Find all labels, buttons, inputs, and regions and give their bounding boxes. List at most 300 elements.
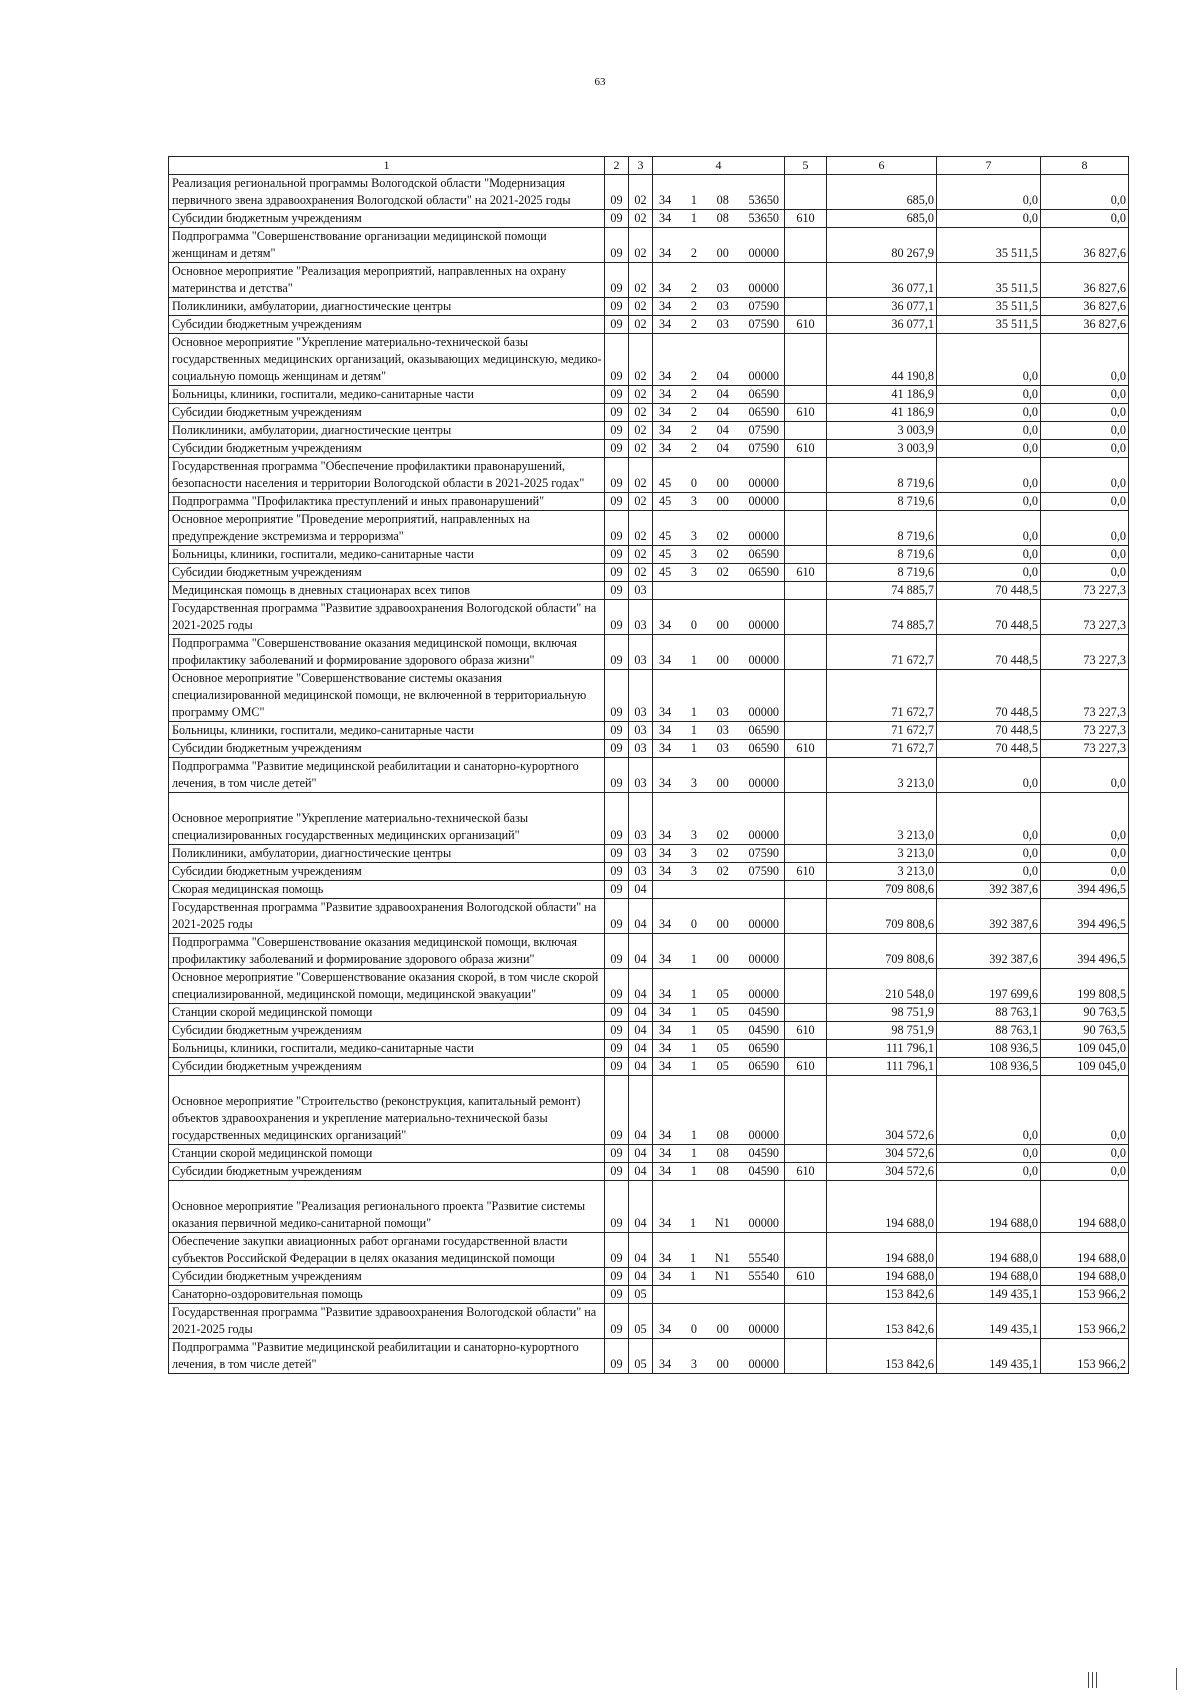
amount-2023: 0,0 xyxy=(1041,758,1129,793)
code-part: 3 xyxy=(690,828,697,842)
amount-2021: 36 077,1 xyxy=(827,298,937,316)
expense-type-code xyxy=(785,1145,827,1163)
amount-2021: 36 077,1 xyxy=(827,316,937,334)
amount-2022: 0,0 xyxy=(937,210,1041,228)
amount-2022: 194 688,0 xyxy=(937,1268,1041,1286)
code-part: 34 xyxy=(659,987,672,1001)
target-article-code xyxy=(653,670,785,722)
target-article-code xyxy=(653,1058,785,1076)
row-name xyxy=(169,758,605,793)
amount-2021: 8 719,6 xyxy=(827,458,937,493)
target-article-code xyxy=(653,934,785,969)
row-name-text: Субсидии бюджетным учреждениям xyxy=(172,1023,362,1037)
code-part: 3 xyxy=(690,776,697,790)
row-name xyxy=(169,210,605,228)
amount-2023: 36 827,6 xyxy=(1041,316,1129,334)
amount-2021: 3 213,0 xyxy=(827,793,937,845)
amount-2021: 3 003,9 xyxy=(827,422,937,440)
amount-2023: 73 227,3 xyxy=(1041,600,1129,635)
code-part: 34 xyxy=(659,405,672,419)
table-row xyxy=(169,1004,1129,1022)
row-name-text: Основное мероприятие "Реализация регионального проекта "Развитие системы оказания первичной медико-санитарной помощи" xyxy=(172,1199,586,1230)
expense-type-code xyxy=(785,1181,827,1233)
table-row xyxy=(169,564,1129,582)
amount-2022: 0,0 xyxy=(937,334,1041,386)
code-part: 34 xyxy=(659,246,672,260)
amount-2022: 70 448,5 xyxy=(937,670,1041,722)
expense-type-code xyxy=(785,334,827,386)
amount-2023: 109 045,0 xyxy=(1041,1040,1129,1058)
amount-2021: 8 719,6 xyxy=(827,564,937,582)
code-part: 00000 xyxy=(748,1128,779,1142)
row-name-text: Обеспечение закупки авиационных работ органами государственной власти субъектов Российской Федерации в целях оказания медицинской помощи xyxy=(172,1234,568,1265)
code-part: 1 xyxy=(690,952,697,966)
amount-2022: 392 387,6 xyxy=(937,881,1041,899)
code-part: 1 xyxy=(689,1216,697,1230)
amount-2022: 70 448,5 xyxy=(937,635,1041,670)
row-name xyxy=(169,440,605,458)
table-row xyxy=(169,969,1129,1004)
code-part: 34 xyxy=(659,653,672,667)
subsection-code: 02 xyxy=(629,404,653,422)
row-name xyxy=(169,600,605,635)
amount-2022: 70 448,5 xyxy=(937,600,1041,635)
amount-2022: 88 763,1 xyxy=(937,1004,1041,1022)
expense-type-code xyxy=(785,263,827,298)
code-part: 34 xyxy=(659,1023,672,1037)
amount-2022: 0,0 xyxy=(937,1145,1041,1163)
section-code: 09 xyxy=(605,298,629,316)
row-name xyxy=(169,1233,605,1268)
expense-type-code: 610 xyxy=(785,863,827,881)
target-article-code xyxy=(653,1286,785,1304)
row-name xyxy=(169,670,605,722)
amount-2021: 74 885,7 xyxy=(827,600,937,635)
table-row xyxy=(169,422,1129,440)
expense-type-code xyxy=(785,1233,827,1268)
expense-type-code: 610 xyxy=(785,440,827,458)
row-name xyxy=(169,404,605,422)
section-code: 09 xyxy=(605,1076,629,1145)
code-part: 34 xyxy=(659,423,672,437)
amount-2023: 0,0 xyxy=(1041,863,1129,881)
row-name-text: Субсидии бюджетным учреждениям xyxy=(172,864,362,878)
row-name-text: Субсидии бюджетным учреждениям xyxy=(172,741,362,755)
amount-2023: 36 827,6 xyxy=(1041,228,1129,263)
table-row xyxy=(169,511,1129,546)
expense-type-code: 610 xyxy=(785,1022,827,1040)
section-code: 09 xyxy=(605,1233,629,1268)
section-code: 09 xyxy=(605,511,629,546)
amount-2023: 73 227,3 xyxy=(1041,635,1129,670)
table-row xyxy=(169,1286,1129,1304)
expense-type-code: 610 xyxy=(785,404,827,422)
code-part: 02 xyxy=(716,828,729,842)
row-name-text: Подпрограмма "Развитие медицинской реабилитации и санаторно-курортного лечения, в том числе детей" xyxy=(172,1340,579,1371)
target-article-code xyxy=(653,582,785,600)
code-part: 03 xyxy=(716,281,729,295)
section-code: 09 xyxy=(605,440,629,458)
expense-type-code xyxy=(785,793,827,845)
row-name-text: Государственная программа "Развитие здравоохранения Вологодской области" на 2021-2025 годы xyxy=(172,1305,597,1336)
row-name-text: Субсидии бюджетным учреждениям xyxy=(172,317,362,331)
header-col-1: 1 xyxy=(169,157,605,175)
code-part: 34 xyxy=(659,846,672,860)
table-row xyxy=(169,493,1129,511)
row-name-text: Субсидии бюджетным учреждениям xyxy=(172,565,362,579)
amount-2021: 304 572,6 xyxy=(827,1145,937,1163)
code-part: 53650 xyxy=(748,193,779,207)
table-row xyxy=(169,1304,1129,1339)
subsection-code: 05 xyxy=(629,1339,653,1374)
section-code: 09 xyxy=(605,1040,629,1058)
row-name-text: Станции скорой медицинской помощи xyxy=(172,1005,373,1019)
amount-2021: 194 688,0 xyxy=(827,1233,937,1268)
target-article-code xyxy=(653,1040,785,1058)
code-part: 3 xyxy=(690,846,697,860)
subsection-code: 03 xyxy=(629,582,653,600)
table-row xyxy=(169,899,1129,934)
subsection-code: 03 xyxy=(629,740,653,758)
table-row xyxy=(169,582,1129,600)
table-row xyxy=(169,793,1129,845)
subsection-code: 02 xyxy=(629,263,653,298)
code-part: 00000 xyxy=(748,246,779,260)
table-row xyxy=(169,440,1129,458)
expense-type-code: 610 xyxy=(785,316,827,334)
amount-2023: 0,0 xyxy=(1041,386,1129,404)
code-part: 34 xyxy=(659,1146,672,1160)
code-part: 07590 xyxy=(748,441,779,455)
expense-type-code xyxy=(785,511,827,546)
expense-type-code xyxy=(785,600,827,635)
subsection-code: 02 xyxy=(629,175,653,210)
code-part: 2 xyxy=(690,441,697,455)
code-part: 1 xyxy=(690,741,697,755)
subsection-code: 03 xyxy=(629,758,653,793)
row-name-text: Поликлиники, амбулатории, диагностические центры xyxy=(172,299,452,313)
amount-2023: 90 763,5 xyxy=(1041,1004,1129,1022)
section-code: 09 xyxy=(605,1004,629,1022)
code-part: 00000 xyxy=(748,476,779,490)
row-name-text: Больницы, клиники, госпитали, медико-санитарные части xyxy=(172,547,474,561)
code-part: 04 xyxy=(716,387,729,401)
amount-2023: 0,0 xyxy=(1041,334,1129,386)
table-row xyxy=(169,386,1129,404)
code-part: 02 xyxy=(716,864,729,878)
code-part: 00000 xyxy=(748,776,779,790)
row-name xyxy=(169,1076,605,1145)
code-part: 0 xyxy=(690,917,697,931)
amount-2023: 153 966,2 xyxy=(1041,1339,1129,1374)
section-code: 09 xyxy=(605,934,629,969)
row-name-text: Поликлиники, амбулатории, диагностические центры xyxy=(172,423,452,437)
section-code: 09 xyxy=(605,493,629,511)
table-row xyxy=(169,1145,1129,1163)
code-part: 34 xyxy=(659,723,672,737)
code-part: 06590 xyxy=(748,1041,779,1055)
header-col-7: 7 xyxy=(937,157,1041,175)
code-part: 02 xyxy=(716,529,729,543)
section-code: 09 xyxy=(605,1181,629,1233)
target-article-code xyxy=(653,263,785,298)
row-name-text: Медицинская помощь в дневных стационарах всех типов xyxy=(172,583,470,597)
amount-2023: 73 227,3 xyxy=(1041,582,1129,600)
code-part: 3 xyxy=(690,1357,697,1371)
amount-2021: 98 751,9 xyxy=(827,1004,937,1022)
row-name xyxy=(169,334,605,386)
code-part: 00000 xyxy=(748,494,779,508)
code-part: 04 xyxy=(716,405,729,419)
row-name-text: Поликлиники, амбулатории, диагностические центры xyxy=(172,846,452,860)
row-name-text: Субсидии бюджетным учреждениям xyxy=(172,1269,362,1283)
row-name-text: Скорая медицинская помощь xyxy=(172,882,324,896)
row-name xyxy=(169,316,605,334)
code-part: 08 xyxy=(716,211,729,225)
subsection-code: 02 xyxy=(629,440,653,458)
row-name-text: Больницы, клиники, госпитали, медико-санитарные части xyxy=(172,723,474,737)
code-part: 34 xyxy=(659,1269,672,1283)
expense-type-code xyxy=(785,582,827,600)
code-part: 3 xyxy=(690,494,697,508)
code-part: 34 xyxy=(659,1216,672,1230)
code-part: 34 xyxy=(659,281,672,295)
code-part: 45 xyxy=(659,565,672,579)
row-name-text: Больницы, клиники, госпитали, медико-санитарные части xyxy=(172,1041,474,1055)
target-article-code xyxy=(653,793,785,845)
table-row xyxy=(169,635,1129,670)
row-name xyxy=(169,263,605,298)
target-article-code xyxy=(653,546,785,564)
subsection-code: 02 xyxy=(629,386,653,404)
row-name xyxy=(169,881,605,899)
code-part: N1 xyxy=(714,1216,730,1230)
amount-2022: 35 511,5 xyxy=(937,316,1041,334)
amount-2022: 0,0 xyxy=(937,440,1041,458)
amount-2021: 3 213,0 xyxy=(827,758,937,793)
code-part: 04 xyxy=(716,423,729,437)
page-number: 63 xyxy=(594,76,606,88)
expense-type-code xyxy=(785,969,827,1004)
code-part: 00 xyxy=(716,952,729,966)
code-part: 34 xyxy=(659,1041,672,1055)
target-article-code xyxy=(653,175,785,210)
code-part: 07590 xyxy=(748,846,779,860)
subsection-code: 05 xyxy=(629,1304,653,1339)
row-name xyxy=(169,899,605,934)
row-name xyxy=(169,1286,605,1304)
target-article-code xyxy=(653,1163,785,1181)
row-name-text: Подпрограмма "Развитие медицинской реабилитации и санаторно-курортного лечения, в том числе детей" xyxy=(172,759,579,790)
amount-2022: 0,0 xyxy=(937,404,1041,422)
section-code: 09 xyxy=(605,845,629,863)
amount-2023: 394 496,5 xyxy=(1041,934,1129,969)
code-part: 00000 xyxy=(748,653,779,667)
code-part: 34 xyxy=(659,828,672,842)
amount-2023: 153 966,2 xyxy=(1041,1304,1129,1339)
amount-2023: 0,0 xyxy=(1041,511,1129,546)
code-part: 2 xyxy=(690,387,697,401)
expense-type-code xyxy=(785,1076,827,1145)
section-code: 09 xyxy=(605,175,629,210)
amount-2021: 194 688,0 xyxy=(827,1268,937,1286)
row-name xyxy=(169,493,605,511)
subsection-code: 02 xyxy=(629,564,653,582)
row-name xyxy=(169,298,605,316)
code-part: 1 xyxy=(690,723,697,737)
code-part: 08 xyxy=(716,1128,729,1142)
expense-type-code xyxy=(785,934,827,969)
row-name-text: Государственная программа "Развитие здравоохранения Вологодской области" на 2021-2025 годы xyxy=(172,601,597,632)
section-code: 09 xyxy=(605,899,629,934)
code-part: 34 xyxy=(659,211,672,225)
section-code: 09 xyxy=(605,722,629,740)
section-code: 09 xyxy=(605,458,629,493)
target-article-code xyxy=(653,1268,785,1286)
table-row xyxy=(169,316,1129,334)
code-part: 3 xyxy=(690,529,697,543)
row-name xyxy=(169,845,605,863)
code-part: 00000 xyxy=(748,1357,779,1371)
code-part: 07590 xyxy=(748,864,779,878)
header-col-3: 3 xyxy=(629,157,653,175)
row-name xyxy=(169,1339,605,1374)
code-part: 34 xyxy=(659,1128,672,1142)
code-part: 00 xyxy=(716,494,729,508)
subsection-code: 04 xyxy=(629,1058,653,1076)
code-part: 34 xyxy=(659,1005,672,1019)
amount-2022: 0,0 xyxy=(937,1076,1041,1145)
amount-2023: 73 227,3 xyxy=(1041,670,1129,722)
code-part: 06590 xyxy=(748,741,779,755)
target-article-code xyxy=(653,511,785,546)
amount-2021: 74 885,7 xyxy=(827,582,937,600)
header-col-2: 2 xyxy=(605,157,629,175)
row-name xyxy=(169,793,605,845)
subsection-code: 04 xyxy=(629,1181,653,1233)
subsection-code: 04 xyxy=(629,1145,653,1163)
subsection-code: 04 xyxy=(629,1040,653,1058)
code-part: 34 xyxy=(659,369,672,383)
amount-2021: 153 842,6 xyxy=(827,1304,937,1339)
code-part: 06590 xyxy=(748,387,779,401)
subsection-code: 04 xyxy=(629,1022,653,1040)
code-part: 03 xyxy=(716,705,729,719)
code-part: 00 xyxy=(716,776,729,790)
table-row xyxy=(169,228,1129,263)
row-name xyxy=(169,635,605,670)
target-article-code xyxy=(653,404,785,422)
section-code: 09 xyxy=(605,228,629,263)
amount-2022: 197 699,6 xyxy=(937,969,1041,1004)
section-code: 09 xyxy=(605,1145,629,1163)
section-code: 09 xyxy=(605,1268,629,1286)
code-part: 05 xyxy=(716,1005,729,1019)
row-name-text: Субсидии бюджетным учреждениям xyxy=(172,441,362,455)
section-code: 09 xyxy=(605,740,629,758)
table-row xyxy=(169,1076,1129,1145)
code-part: 55540 xyxy=(748,1251,779,1265)
row-name-text: Основное мероприятие "Строительство (реконструкция, капитальный ремонт) объектов здравоохранения и укрепление материально-технической базы государственных медицинских организаций" xyxy=(172,1094,581,1142)
amount-2023: 0,0 xyxy=(1041,440,1129,458)
code-part: 00 xyxy=(716,917,729,931)
code-part: 00000 xyxy=(748,529,779,543)
row-name xyxy=(169,386,605,404)
amount-2023: 0,0 xyxy=(1041,1076,1129,1145)
row-name-text: Субсидии бюджетным учреждениям xyxy=(172,1059,362,1073)
subsection-code: 04 xyxy=(629,969,653,1004)
code-part: 08 xyxy=(716,1146,729,1160)
subsection-code: 04 xyxy=(629,934,653,969)
code-part: 2 xyxy=(690,281,697,295)
table-row xyxy=(169,1233,1129,1268)
amount-2022: 149 435,1 xyxy=(937,1286,1041,1304)
section-code: 09 xyxy=(605,670,629,722)
section-code: 09 xyxy=(605,635,629,670)
amount-2022: 0,0 xyxy=(937,511,1041,546)
subsection-code: 03 xyxy=(629,670,653,722)
code-part: 34 xyxy=(659,864,672,878)
code-part: 07590 xyxy=(748,317,779,331)
header-col-5: 5 xyxy=(785,157,827,175)
row-name-text: Основное мероприятие "Совершенствование оказания скорой, в том числе скорой специализированной, медицинской помощи, медицинской эвакуации" xyxy=(172,970,599,1001)
code-part: 34 xyxy=(659,741,672,755)
target-article-code xyxy=(653,1233,785,1268)
amount-2021: 80 267,9 xyxy=(827,228,937,263)
code-part: 45 xyxy=(659,529,672,543)
amount-2022: 0,0 xyxy=(937,564,1041,582)
expense-type-code xyxy=(785,1304,827,1339)
code-part: 2 xyxy=(690,317,697,331)
code-part: 34 xyxy=(659,1164,672,1178)
code-part: 34 xyxy=(659,776,672,790)
row-name-text: Основное мероприятие "Укрепление материально-технической базы государственных медицинских организаций, оказывающих медицинскую, медико-социальную помощь женщинам и детям" xyxy=(172,335,602,383)
code-part: 05 xyxy=(716,1059,729,1073)
target-article-code xyxy=(653,228,785,263)
row-name xyxy=(169,458,605,493)
section-code: 09 xyxy=(605,564,629,582)
amount-2023: 199 808,5 xyxy=(1041,969,1129,1004)
amount-2022: 0,0 xyxy=(937,758,1041,793)
row-name-text: Основное мероприятие "Укрепление материально-технической базы специализированных государственных медицинских организаций" xyxy=(172,811,529,842)
target-article-code xyxy=(653,386,785,404)
amount-2023: 0,0 xyxy=(1041,1145,1129,1163)
expense-type-code xyxy=(785,758,827,793)
amount-2021: 304 572,6 xyxy=(827,1163,937,1181)
amount-2023: 90 763,5 xyxy=(1041,1022,1129,1040)
code-part: 04590 xyxy=(748,1023,779,1037)
code-part: 03 xyxy=(716,723,729,737)
amount-2021: 71 672,7 xyxy=(827,670,937,722)
section-code: 09 xyxy=(605,334,629,386)
row-name xyxy=(169,1145,605,1163)
section-code: 09 xyxy=(605,210,629,228)
row-name-text: Основное мероприятие "Проведение мероприятий, направленных на предупреждение экстремизма и терроризма" xyxy=(172,512,530,543)
code-part: 0 xyxy=(690,618,697,632)
section-code: 09 xyxy=(605,1058,629,1076)
target-article-code xyxy=(653,722,785,740)
code-part: 2 xyxy=(690,405,697,419)
code-part: 1 xyxy=(690,211,697,225)
code-part: 0 xyxy=(690,476,697,490)
amount-2022: 392 387,6 xyxy=(937,899,1041,934)
subsection-code: 03 xyxy=(629,635,653,670)
amount-2021: 709 808,6 xyxy=(827,934,937,969)
table-header-row xyxy=(169,157,1129,175)
code-part: 1 xyxy=(689,1251,697,1265)
code-part: 34 xyxy=(659,193,672,207)
amount-2022: 108 936,5 xyxy=(937,1040,1041,1058)
